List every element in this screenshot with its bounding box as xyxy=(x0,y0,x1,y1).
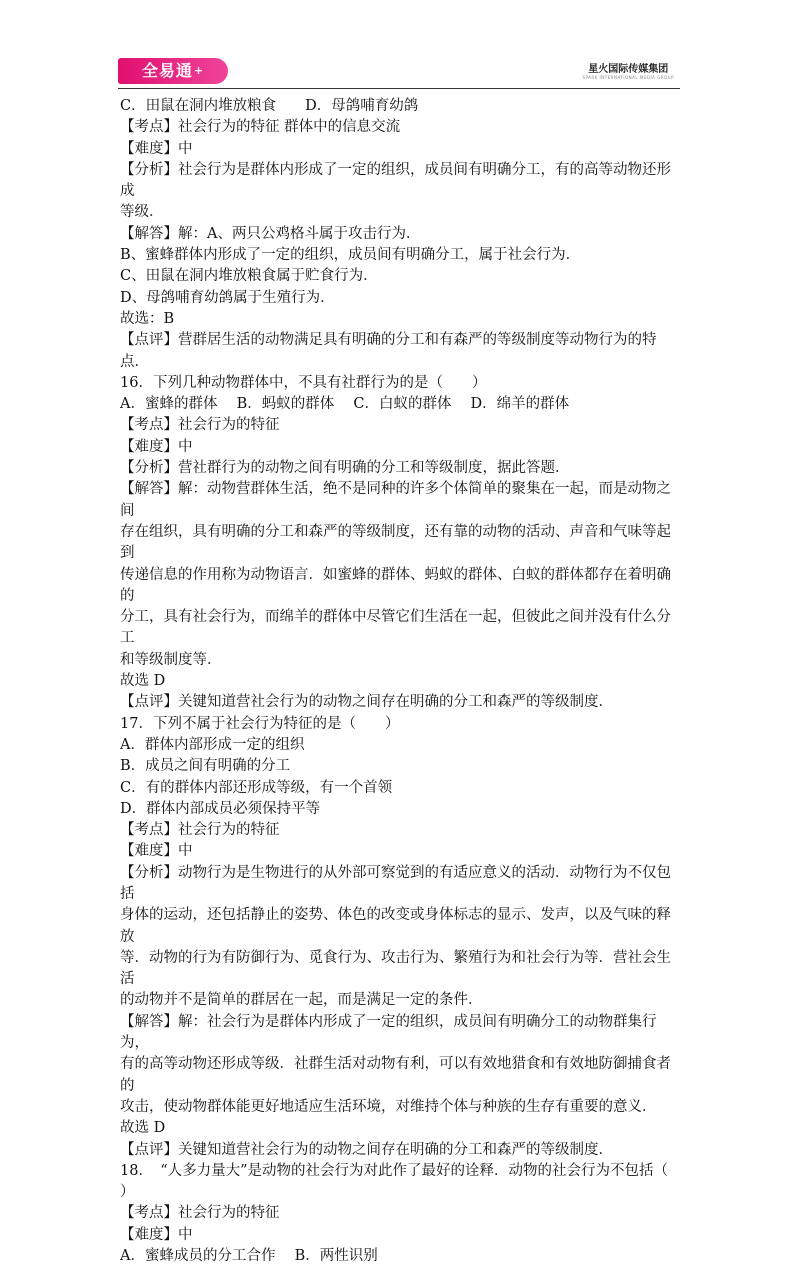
logo-text: 全易通 xyxy=(141,61,193,80)
text-line: 攻击，使动物群体能更好地适应生活环境，对维持个体与种族的生存有重要的意义． xyxy=(120,1098,657,1115)
text-line: C．有的群体内部还形成等级，有一个首领 xyxy=(120,779,393,796)
company-name-cn: 星火国际传媒集团 xyxy=(588,64,669,75)
text-line: 【考点】社会行为的特征 xyxy=(120,822,280,839)
text-line: B．成员之间有明确的分工 xyxy=(120,758,291,775)
text-line: 故选 D xyxy=(120,673,166,690)
text-line: 等．动物的行为有防御行为、觅食行为、攻击行为、繁殖行为和社会行为等．营社会生活 xyxy=(120,949,671,988)
text-line: D、母鸽哺育幼鸽属于生殖行为． xyxy=(120,289,335,306)
text-line: 故选：B xyxy=(120,310,175,327)
text-line: 【解答】解：社会行为是群体内形成了一定的组织，成员间有明确分工的动物群集行为， xyxy=(120,1013,657,1052)
text-line: 【分析】社会行为是群体内形成了一定的组织，成员间有明确分工，有的高等动物还形成 xyxy=(120,161,671,200)
text-line: 17．下列不属于社会行为特征的是（ ） xyxy=(120,715,400,732)
text-line: 【难度】中 xyxy=(120,438,193,455)
text-line: C．田鼠在洞内堆放粮食 D．母鸽哺育幼鸽 xyxy=(120,98,419,114)
document-body xyxy=(120,96,685,1267)
text-line: 【难度】中 xyxy=(120,140,193,157)
text-line: 的动物并不是简单的群居在一起，而是满足一定的条件． xyxy=(120,992,483,1009)
text-line: 【解答】解：A、两只公鸡格斗属于攻击行为． xyxy=(120,225,421,242)
text-line: 故选 D xyxy=(120,1120,166,1137)
text-line: 【考点】社会行为的特征 xyxy=(120,1205,280,1222)
text-line: 和等级制度等． xyxy=(120,651,222,668)
text-line: 身体的运动，还包括静止的姿势、体色的改变或身体标志的显示、发声，以及气味的释放 xyxy=(120,907,671,945)
text-line: 【考点】社会行为的特征 xyxy=(120,417,280,434)
text-line: 有的高等动物还形成等级．社群生活对动物有利，可以有效地猎食和有效地防御捕食者的 xyxy=(120,1056,671,1094)
text-line: A．蜜蜂的群体 B．蚂蚁的群体 C．白蚁的群体 D．绵羊的群体 xyxy=(120,396,570,413)
text-line: 18． “人多力量大”是动物的社会行为对此作了最好的诠释．动物的社会行为不包括（ xyxy=(120,1162,669,1179)
text-line: ） xyxy=(120,1184,135,1201)
text-line: 【分析】营社群行为的动物之间有明确的分工和等级制度，据此答题． xyxy=(120,460,570,477)
text-line: 16．下列几种动物群体中，不具有社群行为的是（ ） xyxy=(120,374,487,391)
text-line: 【考点】社会行为的特征 群体中的信息交流 xyxy=(120,119,401,136)
page-header xyxy=(118,56,680,89)
text-line: D．群体内部成员必须保持平等 xyxy=(120,800,321,817)
text-line: 【难度】中 xyxy=(120,843,193,860)
text-line: 【点评】关键知道营社会行为的动物之间存在明确的分工和森严的等级制度． xyxy=(120,1141,613,1158)
text-line: 传递信息的作用称为动物语言．如蜜蜂的群体、蚂蚁的群体、白蚁的群体都存在着明确的 xyxy=(120,566,671,604)
text-line: C、田鼠在洞内堆放粮食属于贮食行为． xyxy=(120,268,378,285)
company-name-en: SPARK INTERNATIONAL MEDIA GROUP xyxy=(582,75,674,80)
text-line: B、蜜蜂群体内形成了一定的组织，成员间有明确分工，属于社会行为． xyxy=(120,247,581,264)
text-line: 等级． xyxy=(120,204,164,221)
text-line: A．群体内部形成一定的组织 xyxy=(120,736,305,753)
brand-logo xyxy=(118,58,228,84)
company-name xyxy=(582,60,674,80)
text-line: 【难度】中 xyxy=(120,1226,193,1243)
text-line: 【点评】关键知道营社会行为的动物之间存在明确的分工和森严的等级制度． xyxy=(120,694,613,711)
text-line: 分工，具有社会行为，而绵羊的群体中尽管它们生活在一起，但彼此之间并没有什么分工 xyxy=(120,609,671,647)
text-line: 【分析】动物行为是生物进行的从外部可察觉到的有适应意义的活动．动物行为不仅包括 xyxy=(120,864,671,902)
text-line: 【点评】营群居生活的动物满足具有明确的分工和有森严的等级制度等动物行为的特点． xyxy=(120,332,657,370)
text-line: 【解答】解：动物营群体生活，绝不是同种的许多个体简单的聚集在一起，而是动物之间 xyxy=(120,481,671,519)
logo-plus: + xyxy=(193,64,205,77)
text-line: 存在组织，具有明确的分工和森严的等级制度，还有靠的动物的活动、声音和气味等起到 xyxy=(120,523,671,562)
text-line: A．蜜蜂成员的分工合作 B．两性识别 xyxy=(120,1248,378,1265)
